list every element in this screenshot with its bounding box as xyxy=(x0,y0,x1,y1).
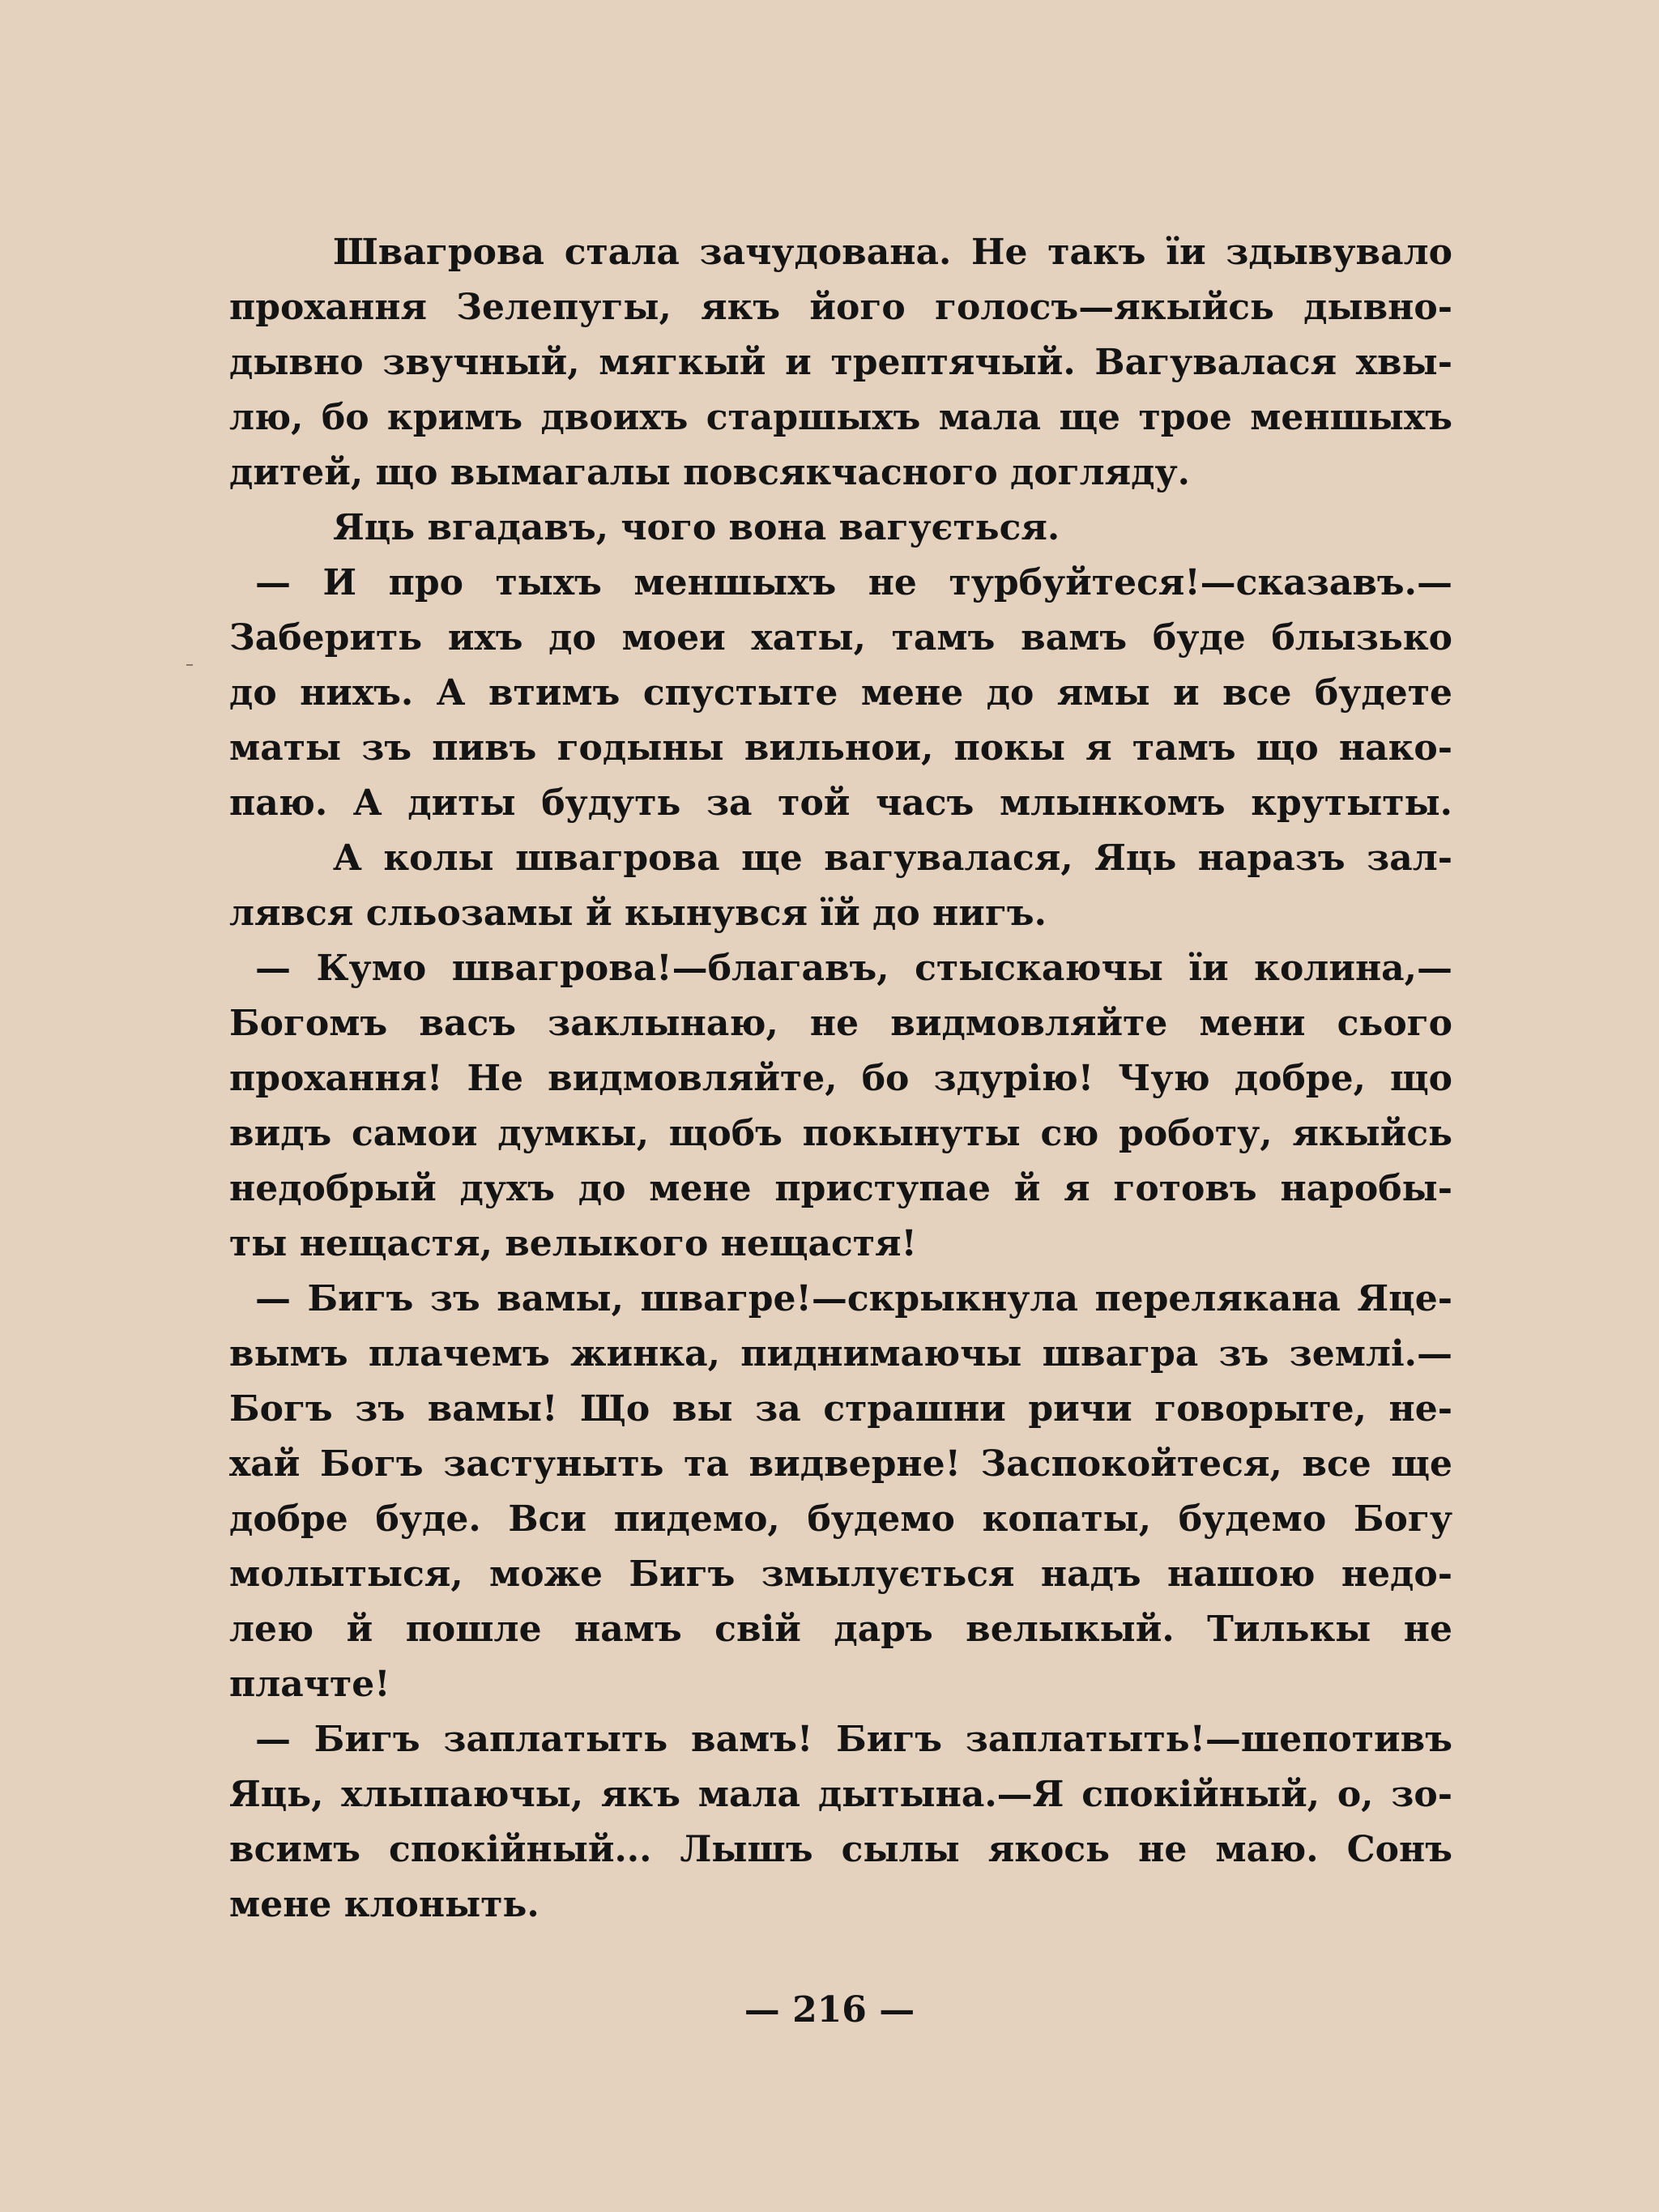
text-line: добре буде. Вси пидемо, будемо копаты, будемо Богу xyxy=(229,1498,1452,1540)
body-text xyxy=(229,225,1452,1933)
text-line: лявся сльозамы й кынувся ïй до нигъ. xyxy=(229,893,1047,934)
text-line: мене клоныть. xyxy=(229,1884,539,1925)
text-line: ты нещастя, велыкого нещастя! xyxy=(229,1223,917,1264)
text-line: лею й пошле намъ свiй даръ велыкый. Тилькы не xyxy=(229,1609,1452,1650)
text-line: прохання Зелепугы, якъ його голосъ—якыйсь дывно- xyxy=(229,287,1452,328)
text-line: Богъ зъ вамы! Що вы за страшни ричи говорыте, не- xyxy=(229,1388,1452,1430)
text-line: плачте! xyxy=(229,1664,390,1705)
text-line: Яць вгадавъ, чого вона вагується. xyxy=(333,507,1060,548)
text-line: — Бигъ заплатыть вамъ! Бигъ заплатыть!—шепотивъ xyxy=(255,1719,1452,1760)
text-line: Яць, хлыпаючы, якъ мала дытына.—Я спокiйный, о, зо- xyxy=(229,1774,1452,1815)
text-line: — Кумо швагрова!—благавъ, стыскаючы ïи колина,— xyxy=(255,948,1452,989)
text-line: Заберить ихъ до моеи хаты, тамъ вамъ буде блызько xyxy=(229,617,1452,658)
text-line: — Бигъ зъ вамы, швагре!—скрыкнула переляканa Яце- xyxy=(255,1278,1452,1319)
text-line: Богомъ васъ заклынаю, не видмовляйте мени сього xyxy=(229,1003,1452,1044)
text-line: вымъ плачемъ жинка, пиднимаючы швагра зъ землi.— xyxy=(229,1333,1452,1375)
text-line: — И про тыхъ меншыхъ не турбуйтеся!—сказавъ.— xyxy=(255,562,1452,603)
text-line: Швагрова стала зачудована. Не такъ ïи здывувало xyxy=(333,232,1452,273)
text-line: дитей, що вымагалы повсякчасного догляду. xyxy=(229,452,1190,493)
text-line: маты зъ пивъ годыны вильнои, покы я тамъ що нако- xyxy=(229,727,1452,769)
margin-mark xyxy=(186,664,193,666)
text-line: недобрый духъ до мене приступае й я готовъ наробы- xyxy=(229,1168,1452,1209)
text-line: до нихъ. А втимъ спустыте мене до ямы и все будете xyxy=(229,672,1452,714)
text-line: всимъ спокiйный... Лышъ сылы якось не маю. Сонъ xyxy=(229,1829,1452,1870)
text-line: А колы швагрова ще вагувалася, Яць наразъ зал- xyxy=(333,837,1452,879)
page-number: — 216 — xyxy=(744,1989,915,2031)
text-line: хай Богъ застуныть та видверне! Заспокойтеся, все ще xyxy=(229,1443,1452,1485)
text-line: паю. А диты будуть за той часъ млынкомъ крутыты. xyxy=(229,782,1452,824)
text-line: видъ самои думкы, щобъ покынуты сю роботу, якыйсь xyxy=(229,1113,1452,1154)
text-line: молытыся, може Бигъ змылується надъ нашою недо- xyxy=(229,1554,1452,1595)
text-line: лю, бо кримъ двоихъ старшыхъ мала ще трое меншыхъ xyxy=(229,397,1452,438)
text-line: дывно звучный, мягкый и трептячый. Вагувалася хвы- xyxy=(229,342,1452,383)
text-line: прохання! Не видмовляйте, бо здурію! Чую добре, що xyxy=(229,1058,1452,1099)
